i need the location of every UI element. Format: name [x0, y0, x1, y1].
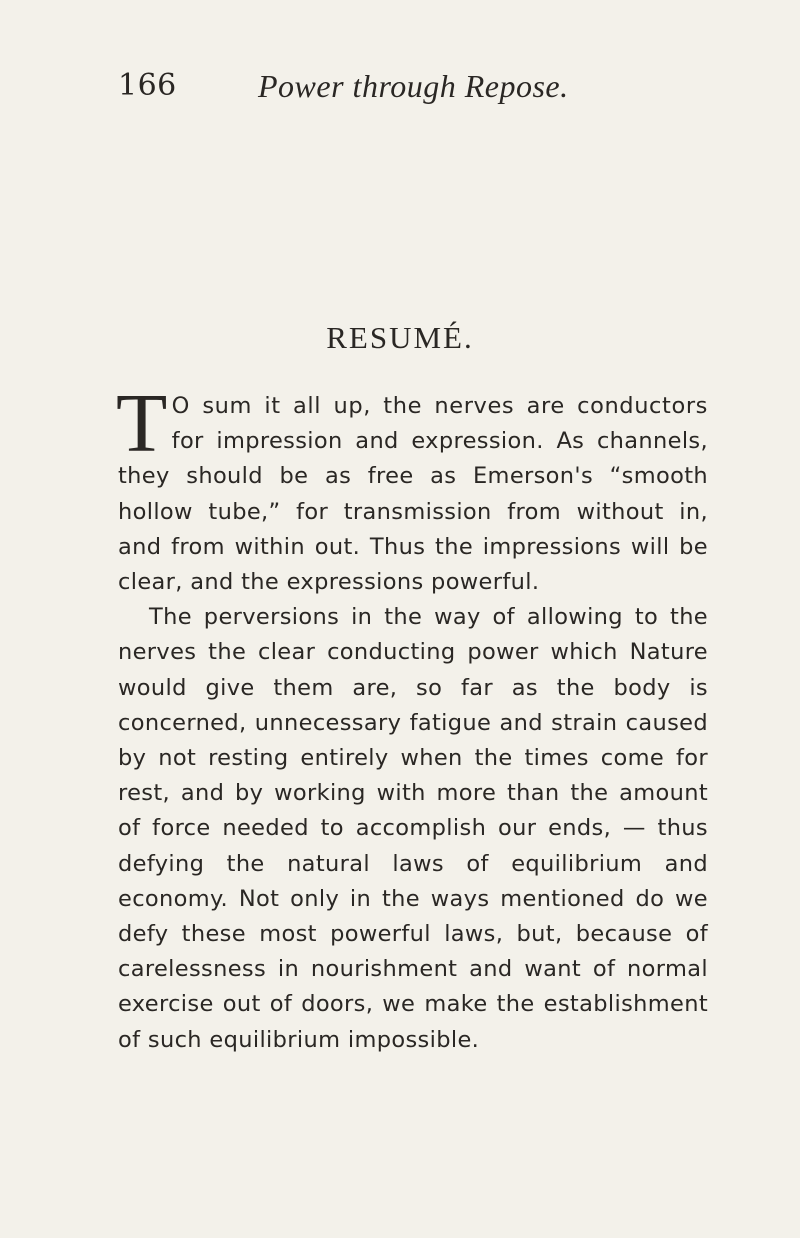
paragraph-first: [116, 377, 708, 600]
running-title: Power through Repose.: [258, 68, 569, 104]
drop-cap: T: [116, 377, 168, 470]
body-text: [116, 377, 708, 1058]
running-head: [118, 66, 678, 106]
paragraph-first-text: O sum it all up, the nerves are conductors for impression and expression. As channels, they should be as free as Emerson's “smooth hollow tube,” for transmission from without in, and from within out. Thus the impressions will be clear, and the expressions powerful.: [118, 393, 708, 596]
paragraph-second: The perversions in the way of allowing to the nerves the clear conducting power which Nature would give them are, so far as the body is concerned, unnecessary fatigue and strain caused by not resting entirely when the times come for rest, and by working with more than the amount of force needed to accomplish our ends, — thus defying the natural laws of equilibrium and economy. Not only in the ways mentioned do we defy these most powerful laws, but, because of carelessness in nourishment and want of normal exercise out of doors, we make the establishment of such equilibrium impossible.: [118, 604, 708, 1053]
section-heading: RESUMÉ.: [326, 320, 474, 355]
page-number: 166: [118, 68, 177, 103]
